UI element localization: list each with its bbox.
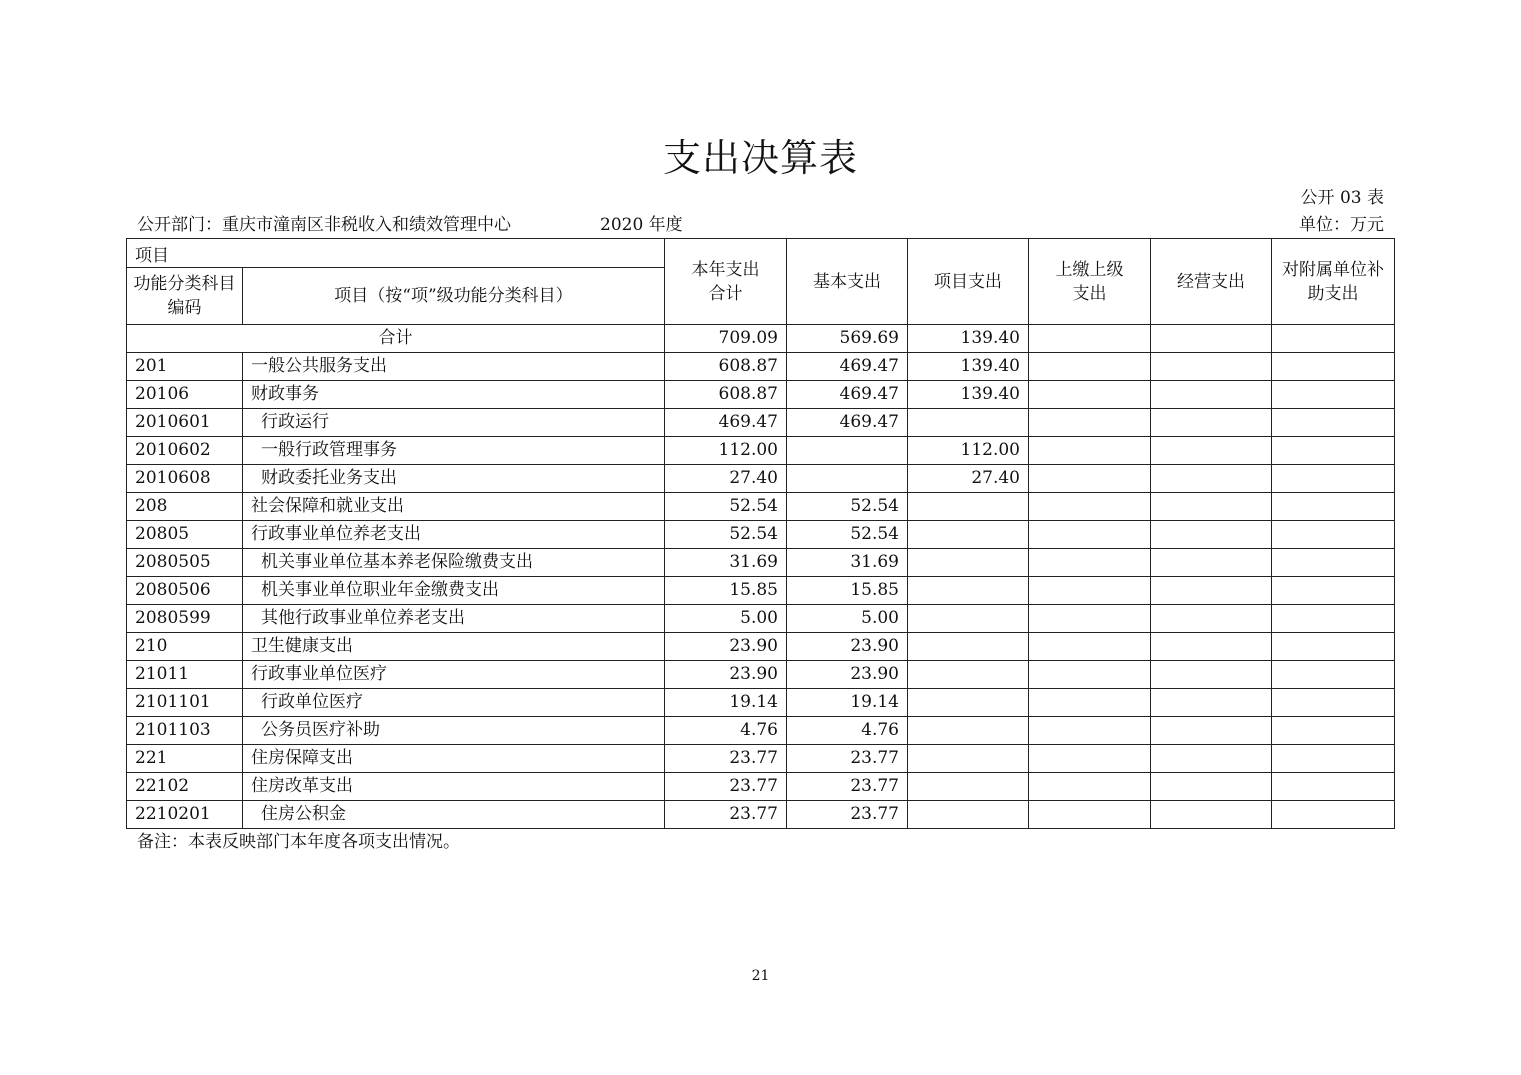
form-number: 公开 03 表: [1300, 188, 1384, 208]
row-cell-remit: [1029, 465, 1151, 493]
row-cell-total: 608.87: [665, 381, 787, 409]
row-cell-subsidy: [1272, 577, 1395, 605]
expense-table: [126, 238, 1395, 829]
table-row: [127, 577, 1395, 605]
row-code: 20805: [127, 521, 243, 549]
row-cell-basic: 469.47: [787, 409, 908, 437]
footnote: 备注：本表反映部门本年度各项支出情况。: [137, 832, 460, 852]
header-name: 项目（按“项”级功能分类科目）: [243, 268, 665, 325]
row-code: 2080599: [127, 605, 243, 633]
row-cell-project: [908, 661, 1029, 689]
row-cell-basic: 4.76: [787, 717, 908, 745]
row-cell-business: [1151, 801, 1272, 829]
row-cell-total: 23.77: [665, 745, 787, 773]
row-cell-remit: [1029, 521, 1151, 549]
row-cell-remit: [1029, 633, 1151, 661]
table-row: [127, 465, 1395, 493]
row-cell-project: [908, 409, 1029, 437]
row-cell-business: [1151, 633, 1272, 661]
row-code: 2080505: [127, 549, 243, 577]
total-row: [127, 325, 1395, 353]
total-cell-business: [1151, 325, 1272, 353]
row-cell-subsidy: [1272, 549, 1395, 577]
header-item-group: 项目: [127, 239, 665, 268]
row-name: 一般公共服务支出: [243, 353, 665, 381]
table-row: [127, 409, 1395, 437]
table-body: [127, 325, 1395, 829]
row-cell-business: [1151, 381, 1272, 409]
row-cell-subsidy: [1272, 745, 1395, 773]
row-cell-remit: [1029, 381, 1151, 409]
row-cell-project: 27.40: [908, 465, 1029, 493]
row-cell-subsidy: [1272, 465, 1395, 493]
row-code: 21011: [127, 661, 243, 689]
table-row: [127, 745, 1395, 773]
table-row: [127, 661, 1395, 689]
row-cell-basic: 23.77: [787, 745, 908, 773]
fiscal-year: 2020 年度: [600, 215, 683, 235]
row-cell-business: [1151, 549, 1272, 577]
row-code: 2210201: [127, 801, 243, 829]
total-cell-total: 709.09: [665, 325, 787, 353]
total-cell-project: 139.40: [908, 325, 1029, 353]
row-cell-total: 15.85: [665, 577, 787, 605]
header-remit: 上缴上级支出: [1029, 239, 1151, 325]
row-cell-basic: [787, 465, 908, 493]
row-cell-total: 23.77: [665, 773, 787, 801]
row-cell-subsidy: [1272, 605, 1395, 633]
row-cell-subsidy: [1272, 689, 1395, 717]
row-cell-business: [1151, 409, 1272, 437]
total-label: 合计: [127, 325, 665, 353]
row-cell-remit: [1029, 549, 1151, 577]
department-label: 公开部门：重庆市潼南区非税收入和绩效管理中心: [137, 215, 511, 235]
row-code: 210: [127, 633, 243, 661]
row-cell-basic: 23.90: [787, 661, 908, 689]
row-cell-basic: 469.47: [787, 353, 908, 381]
row-cell-basic: 23.77: [787, 801, 908, 829]
table-row: [127, 801, 1395, 829]
row-cell-remit: [1029, 493, 1151, 521]
row-cell-subsidy: [1272, 661, 1395, 689]
header-total: 本年支出合计: [665, 239, 787, 325]
table-row: [127, 493, 1395, 521]
row-code: 2101101: [127, 689, 243, 717]
row-cell-remit: [1029, 745, 1151, 773]
row-cell-business: [1151, 465, 1272, 493]
row-cell-total: 19.14: [665, 689, 787, 717]
header-business: 经营支出: [1151, 239, 1272, 325]
row-cell-basic: 52.54: [787, 521, 908, 549]
row-cell-subsidy: [1272, 773, 1395, 801]
row-cell-business: [1151, 745, 1272, 773]
table-row: [127, 689, 1395, 717]
row-cell-remit: [1029, 661, 1151, 689]
row-cell-project: [908, 521, 1029, 549]
row-cell-total: 112.00: [665, 437, 787, 465]
row-cell-basic: 15.85: [787, 577, 908, 605]
row-cell-subsidy: [1272, 381, 1395, 409]
row-name: 一般行政管理事务: [243, 437, 665, 465]
row-cell-total: 52.54: [665, 521, 787, 549]
row-cell-project: [908, 633, 1029, 661]
row-code: 208: [127, 493, 243, 521]
row-cell-project: [908, 549, 1029, 577]
row-cell-remit: [1029, 773, 1151, 801]
row-name: 财政事务: [243, 381, 665, 409]
row-cell-total: 23.77: [665, 801, 787, 829]
row-cell-subsidy: [1272, 521, 1395, 549]
row-code: 221: [127, 745, 243, 773]
row-code: 2010601: [127, 409, 243, 437]
table-row: [127, 521, 1395, 549]
row-cell-project: [908, 745, 1029, 773]
header-code: 功能分类科目编码: [127, 268, 243, 325]
row-name: 公务员医疗补助: [243, 717, 665, 745]
row-code: 201: [127, 353, 243, 381]
row-cell-basic: 52.54: [787, 493, 908, 521]
row-name: 卫生健康支出: [243, 633, 665, 661]
row-cell-subsidy: [1272, 801, 1395, 829]
row-cell-project: [908, 493, 1029, 521]
row-name: 机关事业单位基本养老保险缴费支出: [243, 549, 665, 577]
row-cell-project: 112.00: [908, 437, 1029, 465]
table-row: [127, 717, 1395, 745]
row-code: 22102: [127, 773, 243, 801]
row-code: 2010608: [127, 465, 243, 493]
row-cell-project: [908, 801, 1029, 829]
header-project: 项目支出: [908, 239, 1029, 325]
row-cell-total: 4.76: [665, 717, 787, 745]
row-cell-basic: 469.47: [787, 381, 908, 409]
row-code: 2010602: [127, 437, 243, 465]
row-cell-business: [1151, 493, 1272, 521]
table-row: [127, 381, 1395, 409]
row-cell-subsidy: [1272, 409, 1395, 437]
row-cell-remit: [1029, 409, 1151, 437]
row-name: 住房保障支出: [243, 745, 665, 773]
row-name: 行政单位医疗: [243, 689, 665, 717]
row-cell-total: 52.54: [665, 493, 787, 521]
row-cell-total: 469.47: [665, 409, 787, 437]
row-cell-total: 608.87: [665, 353, 787, 381]
unit-label: 单位：万元: [1299, 215, 1384, 235]
row-cell-subsidy: [1272, 717, 1395, 745]
row-cell-basic: 5.00: [787, 605, 908, 633]
row-cell-business: [1151, 661, 1272, 689]
page-number: 21: [751, 968, 770, 984]
row-cell-subsidy: [1272, 633, 1395, 661]
row-code: 2101103: [127, 717, 243, 745]
row-cell-project: [908, 577, 1029, 605]
row-name: 住房公积金: [243, 801, 665, 829]
row-cell-business: [1151, 717, 1272, 745]
row-cell-remit: [1029, 353, 1151, 381]
row-cell-project: [908, 773, 1029, 801]
row-cell-project: [908, 605, 1029, 633]
row-name: 行政运行: [243, 409, 665, 437]
row-name: 机关事业单位职业年金缴费支出: [243, 577, 665, 605]
row-cell-remit: [1029, 605, 1151, 633]
row-cell-basic: 31.69: [787, 549, 908, 577]
row-cell-subsidy: [1272, 493, 1395, 521]
row-name: 行政事业单位医疗: [243, 661, 665, 689]
row-cell-business: [1151, 773, 1272, 801]
table-row: [127, 549, 1395, 577]
row-code: 20106: [127, 381, 243, 409]
row-cell-business: [1151, 577, 1272, 605]
table-row: [127, 437, 1395, 465]
row-cell-total: 27.40: [665, 465, 787, 493]
table-row: [127, 633, 1395, 661]
table-row: [127, 605, 1395, 633]
row-name: 住房改革支出: [243, 773, 665, 801]
header-basic: 基本支出: [787, 239, 908, 325]
total-cell-basic: 569.69: [787, 325, 908, 353]
row-cell-total: 31.69: [665, 549, 787, 577]
row-cell-business: [1151, 689, 1272, 717]
row-cell-business: [1151, 521, 1272, 549]
row-name: 其他行政事业单位养老支出: [243, 605, 665, 633]
row-cell-subsidy: [1272, 437, 1395, 465]
row-cell-basic: [787, 437, 908, 465]
row-cell-total: 23.90: [665, 633, 787, 661]
row-cell-business: [1151, 605, 1272, 633]
row-cell-total: 23.90: [665, 661, 787, 689]
row-cell-remit: [1029, 717, 1151, 745]
total-cell-subsidy: [1272, 325, 1395, 353]
row-name: 财政委托业务支出: [243, 465, 665, 493]
row-cell-basic: 23.77: [787, 773, 908, 801]
row-cell-remit: [1029, 577, 1151, 605]
row-cell-project: 139.40: [908, 353, 1029, 381]
table-row: [127, 773, 1395, 801]
table-row: [127, 353, 1395, 381]
row-cell-project: 139.40: [908, 381, 1029, 409]
row-name: 社会保障和就业支出: [243, 493, 665, 521]
row-cell-basic: 19.14: [787, 689, 908, 717]
row-cell-business: [1151, 437, 1272, 465]
row-cell-remit: [1029, 801, 1151, 829]
row-cell-total: 5.00: [665, 605, 787, 633]
row-cell-subsidy: [1272, 353, 1395, 381]
page-title: 支出决算表: [662, 136, 858, 180]
row-code: 2080506: [127, 577, 243, 605]
row-name: 行政事业单位养老支出: [243, 521, 665, 549]
row-cell-remit: [1029, 689, 1151, 717]
row-cell-remit: [1029, 437, 1151, 465]
row-cell-business: [1151, 353, 1272, 381]
row-cell-basic: 23.90: [787, 633, 908, 661]
row-cell-project: [908, 689, 1029, 717]
header-row-1: [127, 239, 1395, 268]
total-cell-remit: [1029, 325, 1151, 353]
header-subsidy: 对附属单位补助支出: [1272, 239, 1395, 325]
row-cell-project: [908, 717, 1029, 745]
